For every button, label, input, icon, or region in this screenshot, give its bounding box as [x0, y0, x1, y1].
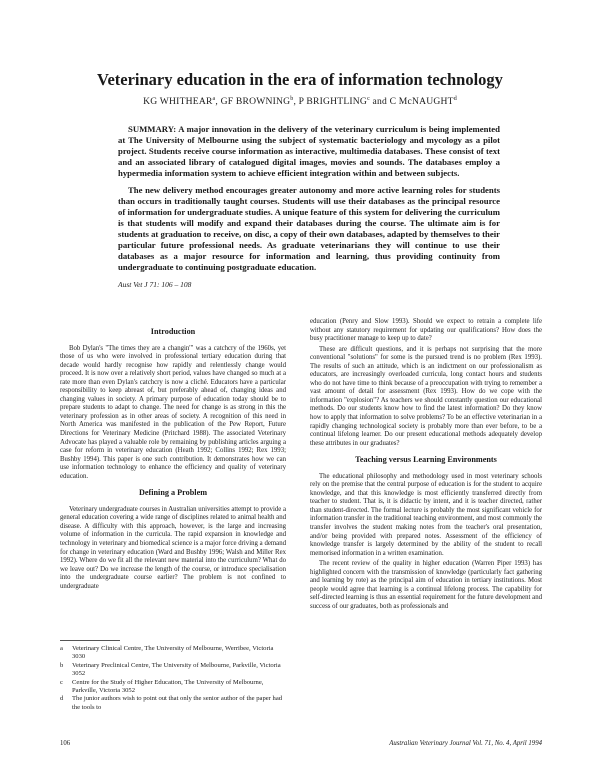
author-list: KG WHITHEAR$^a$, GF BROWNING$^b$, P BRIGHTLING$^c$ and C McNAUGHT$^d$ [143, 96, 457, 108]
footnote-text: Veterinary Preclinical Centre, The University of Melbourne, Parkville, Victoria 3052 [72, 661, 281, 678]
journal-citation: Aust Vet J 71: 106 – 108 [118, 280, 192, 289]
footnote-text: The junior authors wish to point out that only the senior author of the paper had the tools to [72, 695, 283, 711]
article-title: Veterinary education in the era of information technology [97, 70, 503, 89]
summary-block [118, 124, 500, 296]
page-number: 106 [60, 740, 71, 747]
footnote-mark: d [60, 695, 64, 703]
introduction-heading: Introduction [150, 327, 196, 336]
author-mark: d [453, 96, 457, 102]
defining-problem-heading: Defining a Problem [138, 488, 208, 498]
right-paragraph-1: education (Penry and Slow 1993). Should we expect to retrain a complete life without any statutory requirement for updating our qualifications? How does the busy practitioner manage to keep up to date? [310, 318, 542, 343]
author-name: C McNAUGHT [389, 96, 454, 108]
author-name: P BRIGHTLING [298, 96, 368, 108]
right-paragraph-2: These are difficult questions, and it is perhaps not surprising that the more conventional "solutions" for some is the pursued trend is no problem (Rex 1993). The results of such an attitude, which is an indictment on our professionalism as educators, are increasingly overloaded curricula, long contact hours and students who do not have time to think because of a preoccupation with trying to remember a vast amount of detail for assessment (Rex 1993). How do we cope with the information "explosion"? As teachers we should constantly question our educational methods. Do our students know how to find the latest information? Do they know how to apply that information to solve problems? To be an effective veterinarian in a rapidly changing technological society is probably more than ever before, to be a continual lifelong learner. Do our present educational methods adequately develop these attributes in our graduates? [310, 345, 542, 447]
footnote-text: Veterinary Clinical Centre, The University of Melbourne, Werribee, Victoria 3030 [72, 645, 274, 661]
author-mark: b [290, 96, 294, 102]
right-column [310, 318, 542, 614]
journal-reference: Australian Veterinary Journal Vol. 71, No. 4, April 1994 [389, 740, 542, 747]
summary-paragraph-2: The new delivery method encourages greater autonomy and more active learning roles for students than occurs in traditionally taught courses. Students will use their databases as the principal resource of information for undergraduate studies. A unique feature of this system for delivering the curriculum is that students will modify and expand their databases during the course. The ultimate aim is for students at graduation to receive, on disc, a copy of their own databases, adapted by themselves to their particular future professional needs. As graduate veterinarians they will continue to use their databases as a major resource for information and learning, thus providing continuity from undergraduate to continuing postgraduate education. [118, 185, 500, 272]
author-name: GF BROWNING [220, 96, 291, 108]
author-name: KG WHITHEAR [143, 96, 213, 108]
footnote-mark: b [60, 661, 64, 669]
teaching-learning-heading: Teaching versus Learning Environments [355, 455, 497, 465]
introduction-paragraph: Bob Dylan's "The times they are a changin'" was a catchcry of the 1960s, yet those of us who were involved in professional tertiary education during that decade would hardly recognise how rapidly and relentlessly change would proceed. It is now over a relatively short period, values have changed so much at a rate more than even Dylan's catchcry is now a cliché. Educators have a particular responsibility to keep abreast of, but preferably ahead of, changing ideas and changing values in society. A primary purpose of education today should be to prepare students to adapt to change. The need for change is as strong in this the veterinary profession as in other areas of society. A recognition of this need in North America was manifested in the publication of the Pew Report, Future Directions for Veterinary Medicine (Pritchard 1988). The associated Veterinary Advocate has played a valuable role by remaining by publishing articles arguing a case for reform in veterinary education (Heath 1992; Collins 1992; Rex 1993; Bushby 1994). This paper is one such contribution. It demonstrates how we can use information technology to enhance the efficiency and quality of veterinary education. [60, 344, 286, 480]
footnote-mark: c [60, 678, 63, 686]
author-mark: a [212, 96, 216, 102]
footnote [60, 662, 286, 679]
footnote [60, 645, 286, 662]
author-mark: c [367, 96, 370, 102]
footnote [60, 679, 286, 696]
right-paragraph-3: The educational philosophy and methodology used in most veterinary schools rely on the premise that the central purpose of education is for the student to acquire knowledge, and that this knowledge is most efficiently transferred directly from teacher to student. That is, it is didactic by intent, and it is teacher directed, rather than student-directed. The formal lecture is probably the most significant vehicle for information transfer in the traditional teaching environment, and most commonly the transfer involves the student making notes from the teacher's oral presentation, and/or being provided with prepared notes. Assessment of the efficiency of knowledge transfer is largely determined by the ability of the student to recall memorised information in a written examination. [310, 472, 542, 557]
footnotes [60, 640, 286, 712]
right-paragraph-4: The recent review of the quality in higher education (Warren Piper 1993) has highlighted concern with the transmission of knowledge (particularly fact gathering and learning by rote) as the principal aim of education in tertiary institutions. Most people would agree that learning is a continual lifelong process. The capability for self-directed learning is thus an essential requirement for the future development and success of our graduates, both as professionals and [310, 560, 542, 610]
left-column [60, 320, 286, 593]
footnote-text: Centre for the Study of Higher Education, The University of Melbourne, Parkville, Victoria 3052 [72, 678, 264, 695]
defining-problem-paragraph: Veterinary undergraduate courses in Australian universities attempt to provide a general education covering a wide range of disciplines related to animal health and disease. A difficulty with this approach, however, is the large and increasing volume of information in the curricula. The rapid expansion in knowledge and technology in veterinary and biomedical science is a major force driving a demand for change in veterinary education (Ward and Bushby 1996; Walsh and Miller Rex 1992). Where do we fit all the relevant new material into the curriculum? What do we leave out? Do we increase the length of the course, or introduce specialisation into the undergraduate course earlier? The problem is not confined to undergraduate [60, 505, 286, 590]
footnote-mark: a [60, 645, 63, 652]
footnote [60, 695, 286, 712]
summary-paragraph-1: SUMMARY: A major innovation in the delivery of the veterinary curriculum is being implemented at The University of Melbourne using the subject of systematic bacteriology and mycology as a pilot project. Students receive course information as interactive, multimedia databases. These consist of text and an associated library of catalogued digital images, movies and sounds. The databases employ a hypermedia information system to achieve efficient integration within and between subjects. [118, 124, 500, 178]
footnote-rule [60, 640, 120, 641]
